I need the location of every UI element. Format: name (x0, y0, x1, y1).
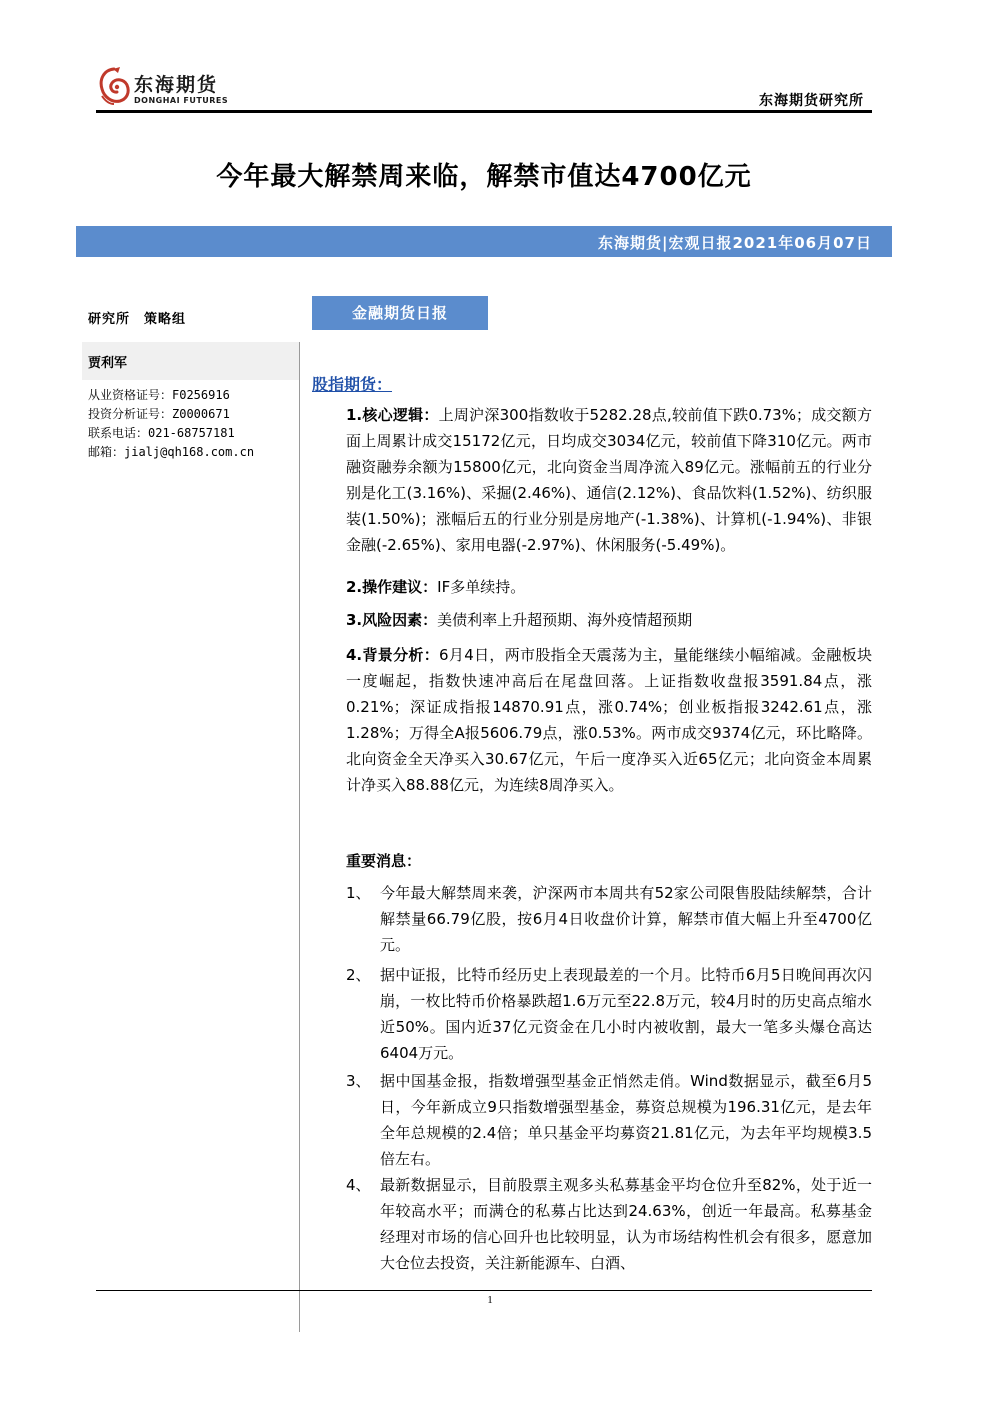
news-item (346, 1172, 872, 1276)
page-number: 1 (487, 1294, 493, 1306)
news-heading: 重要消息： (346, 852, 422, 870)
author-info-list (88, 386, 254, 462)
core-logic-paragraph (346, 402, 872, 558)
report-info-bar (76, 226, 892, 257)
institute-name: 东海期货研究所 (759, 93, 864, 109)
background-text: 6月4日，两市股指全天震荡为主，量能继续小幅缩减。金融板块一度崛起，指数快速冲高后在尾盘回落。上证指数收盘报3591.84点，涨0.21%；深证成指报14870.91点，涨0.74%；创业板指报3242.61点，涨1.28%；万得全A报5606.79点，涨0.53%。两市成交9374亿元，环比略降。北向资金全天净买入30.67亿元，午后一度净买入近65亿元；北向资金本周累计净买入88.88亿元，为连续8周净买入。 (346, 646, 873, 794)
background-paragraph (346, 642, 872, 798)
operation-advice-text: IF多单续持。 (437, 578, 526, 596)
risk-factors-paragraph (346, 607, 872, 633)
risk-factors-label: 3.风险因素： (346, 611, 438, 629)
company-logo (96, 64, 236, 112)
analyst-number: 投资分析证号：Z0000671 (88, 407, 230, 421)
background-label: 4.背景分析： (346, 646, 440, 664)
dragon-logo-icon (96, 66, 132, 106)
core-logic-label: 1.核心逻辑： (346, 406, 439, 424)
contact-email[interactable]: 邮箱：jialj@qh168.com.cn (88, 445, 255, 459)
news-number: 2、 (346, 966, 371, 984)
news-number: 4、 (346, 1176, 371, 1194)
news-item (346, 1068, 872, 1172)
footer-rule (96, 1290, 872, 1291)
report-info-text: 东海期货|宏观日报2021年06月07日 (598, 234, 872, 252)
core-logic-text: 上周沪深300指数收于5282.28点,较前值下跌0.73%；成交额方面上周累计成交15172亿元，日均成交3034亿元，较前值下降310亿元。两市融资融券余额为15800亿元，北向资金当周净流入89亿元。涨幅前五的行业分别是化工(3.16%)、采掘(2.46%)、通信(2.12%)、食品饮料(1.52%)、纺织服装(1.50%)；涨幅后五的行业分别是房地产(-1.38%)、计算机(-1.94%)、非银金融(-2.65%)、家用电器(-2.97%)、休闲服务(-5.49%)。 (346, 406, 872, 554)
news-text: 最新数据显示，目前股票主观多头私募基金平均仓位升至82%，处于近一年较高水平；而满仓的私募占比达到24.63%，创近一年最高。私募基金经理对市场的信心回升也比较明显，认为市场结构性机会有很多，愿意加大仓位去投资，关注新能源车、白酒、 (380, 1176, 872, 1272)
news-text: 今年最大解禁周来袭，沪深两市本周共有52家公司限售股陆续解禁，合计解禁量66.79亿股，按6月4日收盘价计算，解禁市值大幅上升至4700亿元。 (380, 884, 872, 954)
news-number: 3、 (346, 1072, 371, 1090)
risk-factors-text: 美债利率上升超预期、海外疫情超预期 (437, 611, 693, 629)
news-item (346, 880, 872, 958)
news-item (346, 962, 872, 1066)
author-name: 贾利军 (88, 356, 128, 371)
license-number: 从业资格证号：F0256916 (88, 388, 230, 402)
operation-advice-label: 2.操作建议： (346, 578, 438, 596)
section-tab: 金融期货日报 (312, 296, 488, 330)
section-subtitle: 股指期货： (312, 375, 393, 394)
logo-english-name: DONGHAI FUTURES (134, 96, 229, 105)
department-label: 研究所 策略组 (88, 312, 187, 327)
report-title: 今年最大解禁周来临，解禁市值达4700亿元 (216, 162, 752, 192)
column-divider (299, 342, 300, 1332)
news-text: 据中证报，比特币经历史上表现最差的一个月。比特币6月5日晚间再次闪崩，一枚比特币价格暴跌超1.6万元至22.8万元，较4月时的历史高点缩水近50%。国内近37亿元资金在几小时内被收割，最大一笔多头爆仓高达6404万元。 (380, 966, 872, 1062)
header-rule (96, 110, 872, 113)
author-box (82, 342, 299, 380)
news-number: 1、 (346, 884, 371, 902)
logo-chinese-name: 东海期货 (134, 74, 219, 96)
operation-advice-paragraph (346, 574, 872, 600)
contact-phone: 联系电话：021-68757181 (88, 426, 235, 440)
news-text: 据中国基金报，指数增强型基金正悄然走俏。Wind数据显示，截至6月5日，今年新成立9只指数增强型基金，募资总规模为196.31亿元，是去年全年总规模的2.4倍；单只基金平均募资21.81亿元，为去年平均规模3.5倍左右。 (380, 1072, 872, 1168)
